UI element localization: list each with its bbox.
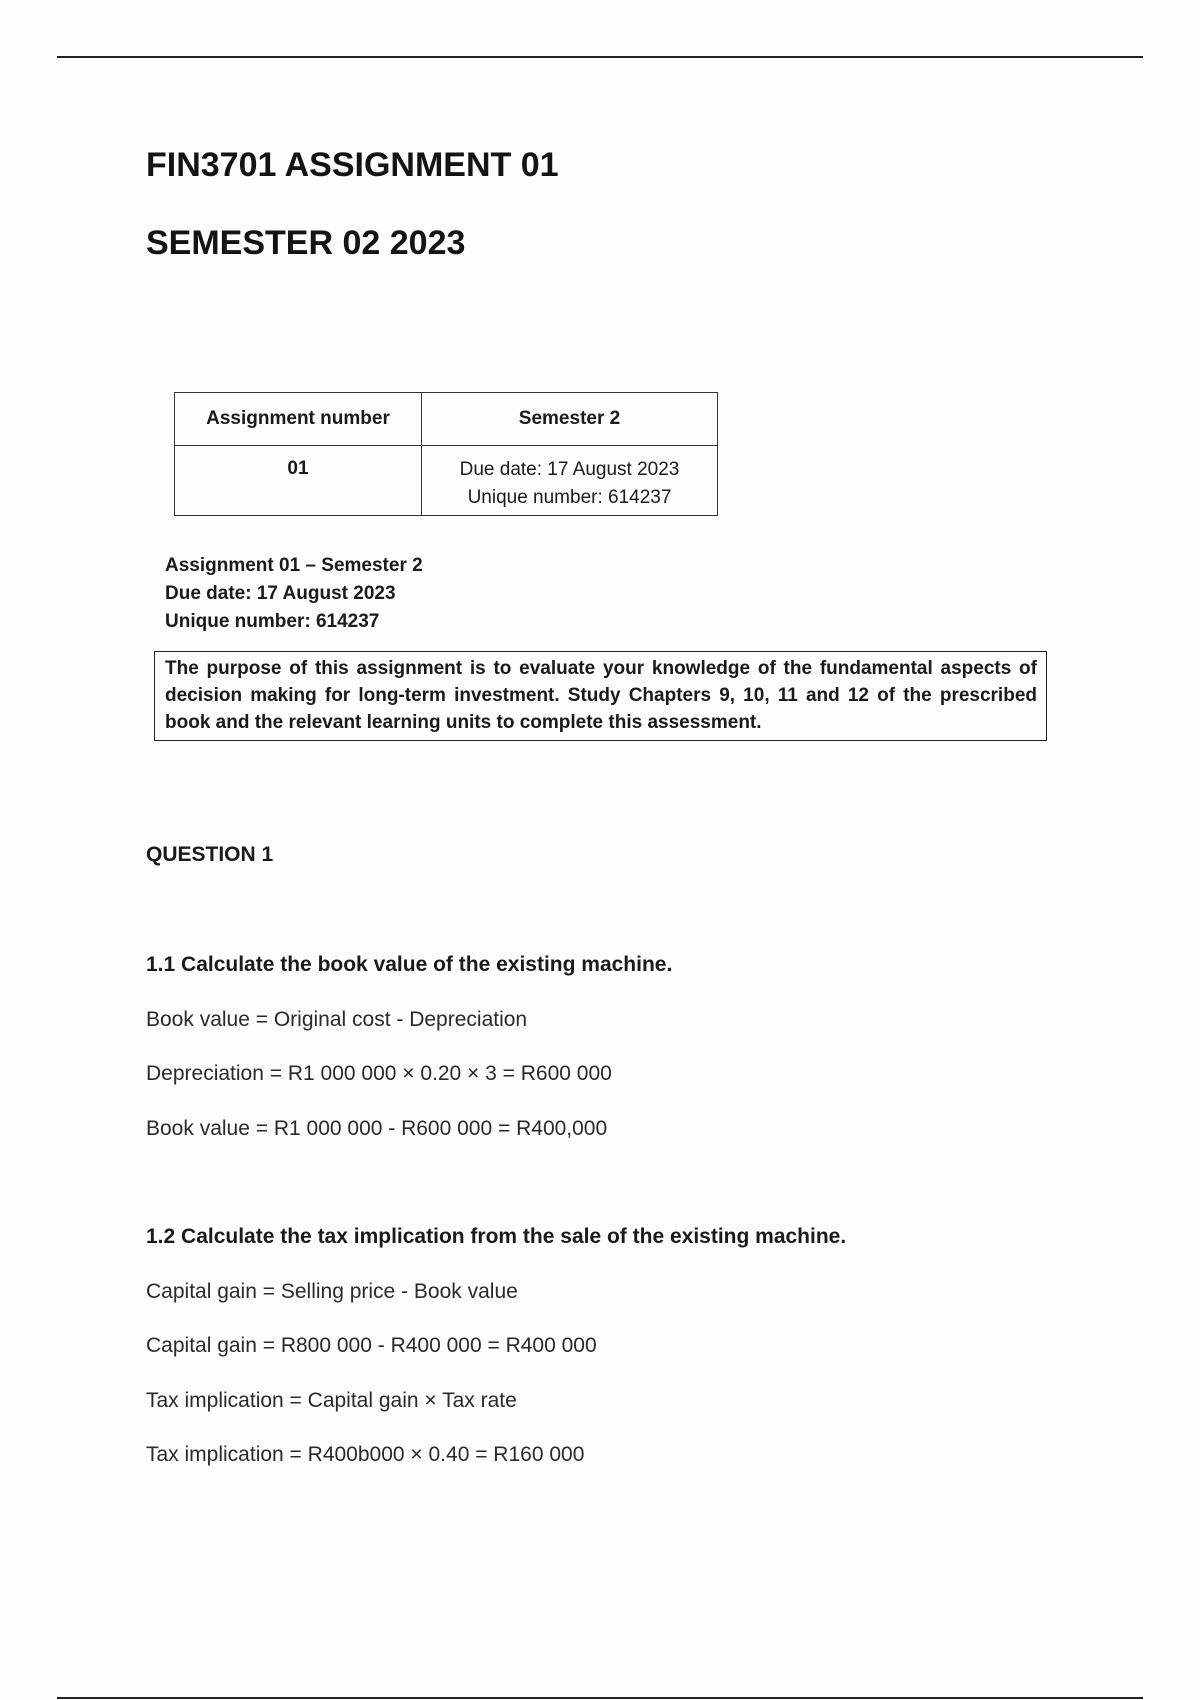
table-header-assignment-number: Assignment number (175, 393, 422, 446)
table-cell-assignment-number: 01 (175, 446, 422, 516)
table-row (175, 446, 718, 516)
table-cell-details (422, 446, 718, 516)
bottom-rule (57, 1697, 1143, 1699)
document-subtitle: SEMESTER 02 2023 (146, 224, 466, 262)
assignment-meta (165, 552, 423, 636)
section-1-2-line: Tax implication = R400b000 × 0.40 = R160 000 (146, 1443, 585, 1466)
section-1-2-line: Capital gain = R800 000 - R400 000 = R400 000 (146, 1334, 597, 1357)
purpose-box: The purpose of this assignment is to evaluate your knowledge of the fundamental aspects of decision making for long-term investment. Study Chapters 9, 10, 11 and 12 of the prescribed book and the relevant learning units to complete this assessment. (154, 651, 1047, 741)
section-1-1-heading: 1.1 Calculate the book value of the existing machine. (146, 953, 673, 976)
meta-unique-number: Unique number: 614237 (165, 611, 380, 632)
section-1-1-line: Book value = R1 000 000 - R600 000 = R400,000 (146, 1117, 608, 1140)
section-1-1-line: Book value = Original cost - Depreciation (146, 1008, 528, 1031)
assignment-info-table (174, 392, 718, 516)
table-due-date: Due date: 17 August 2023 (459, 459, 680, 480)
meta-assignment: Assignment 01 – Semester 2 (165, 555, 423, 576)
table-unique-number: Unique number: 614237 (467, 487, 672, 508)
section-1-2-line: Capital gain = Selling price - Book value (146, 1280, 518, 1303)
document-title: FIN3701 ASSIGNMENT 01 (146, 146, 559, 184)
table-header-semester: Semester 2 (422, 393, 718, 446)
section-1-1-line: Depreciation = R1 000 000 × 0.20 × 3 = R600 000 (146, 1062, 612, 1085)
question-heading: QUESTION 1 (146, 843, 274, 866)
meta-due-date: Due date: 17 August 2023 (165, 583, 396, 604)
section-1-2-line: Tax implication = Capital gain × Tax rate (146, 1389, 517, 1412)
table-header-row (175, 393, 718, 446)
section-1-2-heading: 1.2 Calculate the tax implication from the sale of the existing machine. (146, 1225, 847, 1248)
top-rule (57, 56, 1143, 58)
